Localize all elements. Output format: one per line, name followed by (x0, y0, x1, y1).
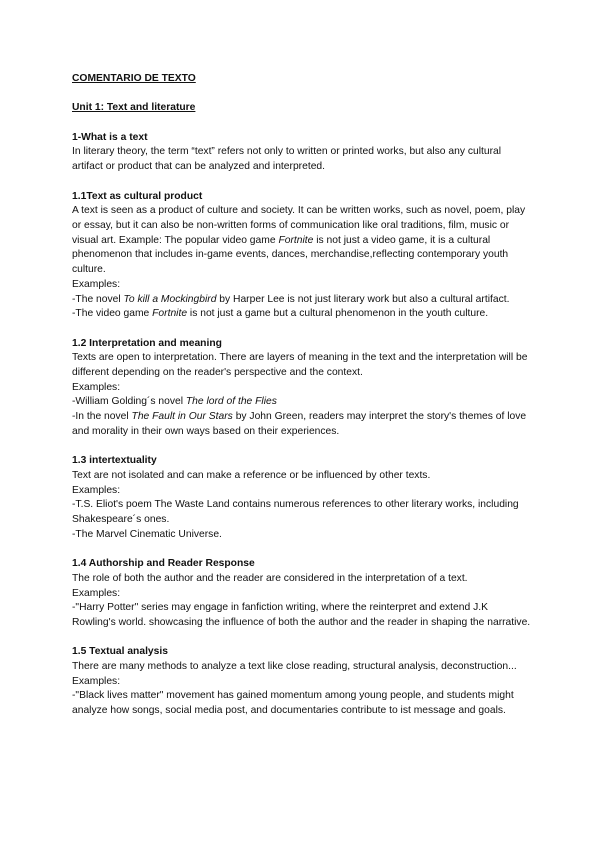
italic-title: To kill a Mockingbird (123, 293, 217, 305)
text-run: The role of both the author and the reader are considered in the interpretation of a text. (72, 572, 468, 584)
text-run: Examples: (72, 381, 121, 393)
italic-title: Fortnite (152, 308, 188, 320)
paragraph (72, 498, 532, 527)
paragraph (72, 601, 532, 630)
section (72, 131, 532, 175)
paragraph (72, 689, 532, 718)
paragraph (72, 484, 532, 499)
paragraph (72, 410, 532, 439)
text-run: Examples: (72, 587, 121, 599)
text-run: Text are not isolated and can make a reference or be influenced by other texts. (72, 469, 431, 481)
paragraph (72, 278, 532, 293)
italic-title: The lord of the Flies (185, 396, 277, 408)
text-run: is not just a game but a cultural phenomenon in the youth culture. (187, 308, 489, 320)
text-run: -The video game (72, 308, 153, 320)
paragraph (72, 660, 532, 675)
paragraph (72, 204, 532, 278)
section (72, 645, 532, 719)
text-run: In literary theory, the term “text” refers not only to written or printed works, but also any cultural artifact or product that can be analyzed and interpreted. (72, 146, 502, 173)
text-run: -William Golding´s novel (72, 396, 186, 408)
text-run: Examples: (72, 675, 121, 687)
section (72, 190, 532, 322)
sections-container (72, 131, 532, 719)
text-run: -The novel (72, 293, 124, 305)
text-run: -T.S. Eliot's poem The Waste Land contains numerous references to other literary works, including Shakespeare´s ones. (72, 499, 519, 526)
text-run: -"Harry Potter" series may engage in fanfiction writing, where the reinterpret and extend J.K Rowling's world. showcasing the influence of both the author and the reader in shaping the narrative. (72, 602, 531, 628)
text-run: -In the novel (72, 411, 132, 423)
italic-title: Fortnite (278, 234, 314, 246)
paragraph (72, 469, 532, 484)
text-run: Texts are open to interpretation. There are layers of meaning in the text and the interpretation will be different depending on the reader's perspective and the context. (72, 352, 528, 378)
text-run: -The Marvel Cinematic Universe. (72, 528, 222, 540)
paragraph (72, 528, 532, 543)
paragraph (72, 572, 532, 587)
section-heading: 1.1Text as cultural product (72, 190, 203, 202)
section-heading: 1.3 intertextuality (72, 455, 157, 467)
paragraph (72, 293, 532, 308)
section-heading: 1.5 Textual analysis (72, 646, 168, 658)
section-heading: 1-What is a text (72, 131, 148, 143)
text-run: A text is seen as a product of culture and society. It can be written works, such as novel, poem, play or essay, but it can also be non-written forms of communication like oral traditions, film, music or visual art. Example: The popular video game (72, 205, 526, 246)
text-run: is not just a video game, it is a cultural phenomenon that includes in-game events, dances, merchandise,reflecting contemporary youth culture. (72, 234, 509, 276)
italic-title: The Fault in Our Stars (131, 411, 233, 423)
document-title: COMENTARIO DE TEXTO (72, 73, 196, 84)
paragraph (72, 307, 532, 322)
section-heading: 1.2 Interpretation and meaning (72, 337, 222, 349)
text-run: Examples: (72, 278, 121, 290)
text-run: -"Black lives matter" movement has gained momentum among young people, and students might analyze how songs, social media post, and documentaries contribute to ist message and goals. (72, 690, 514, 717)
document-content (72, 72, 532, 719)
text-run: There are many methods to analyze a text like close reading, structural analysis, deconstruction... (72, 661, 517, 673)
paragraph (72, 381, 532, 396)
paragraph (72, 145, 532, 174)
unit-heading: Unit 1: Text and literature (72, 102, 196, 114)
section (72, 454, 532, 542)
section (72, 337, 532, 440)
text-run: by Harper Lee is not just literary work but also a cultural artifact. (216, 293, 510, 305)
text-run: by John Green, readers may interpret the story's themes of love and morality in their own ways based on their experiences. (72, 411, 527, 437)
section-heading: 1.4 Authorship and Reader Response (72, 558, 255, 570)
paragraph (72, 351, 532, 380)
paragraph (72, 395, 532, 410)
paragraph (72, 675, 532, 690)
text-run: Examples: (72, 484, 121, 496)
paragraph (72, 587, 532, 602)
section (72, 557, 532, 631)
